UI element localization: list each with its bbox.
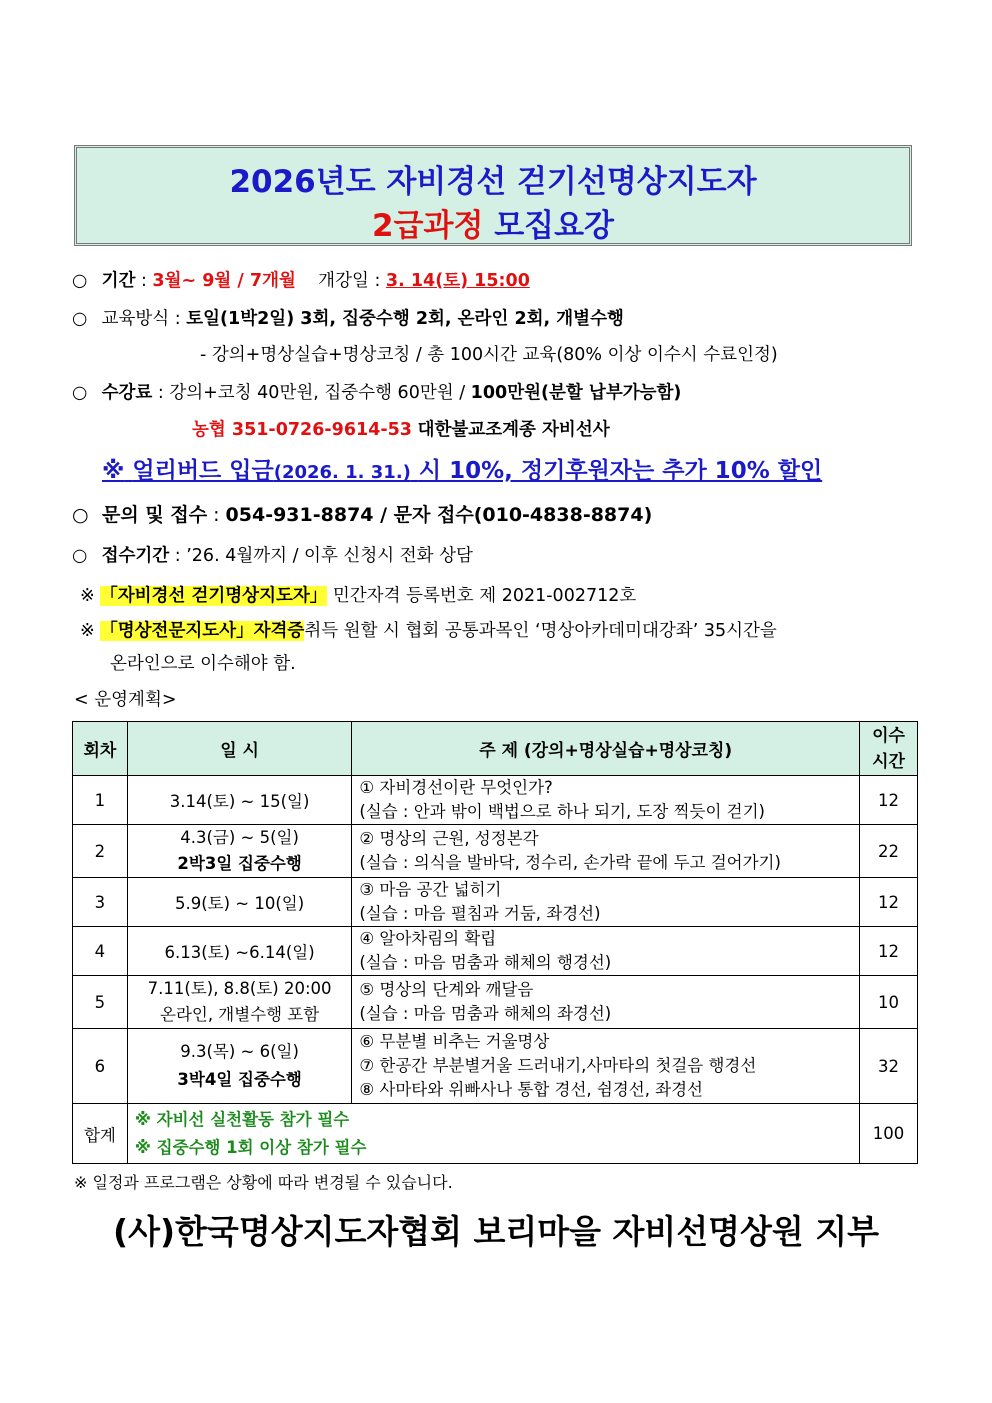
page-subtitle <box>77 200 909 245</box>
table-row <box>73 776 918 825</box>
cell-topic <box>352 1029 860 1104</box>
contact-label: 문의 및 접수 <box>102 504 208 526</box>
cell-hours: 10 <box>860 976 918 1029</box>
date-line: 7.11(토), 8.8(토) 20:00 <box>147 979 332 998</box>
circle-bullet-icon: ○ <box>72 504 89 526</box>
date-line: 4.3(금) ~ 5(일) <box>180 828 299 847</box>
contact-line: ○ 문의 및 접수 : 054-931-8874 / 문자 접수(010-4838-8874) <box>72 504 653 526</box>
period-label: 기간 <box>101 271 136 291</box>
title-box <box>74 145 912 246</box>
early-bird-main: 얼리버드 입금 <box>132 458 274 484</box>
table-row <box>73 825 918 878</box>
cell-date: 6.13(토) ~6.14(일) <box>127 927 351 976</box>
total-note: ※ 집중수행 1회 이상 참가 필수 <box>134 1137 367 1157</box>
cell-total-hours: 100 <box>860 1104 918 1164</box>
table-row <box>73 878 918 927</box>
early-bird-notice <box>102 452 822 485</box>
bank-holder: 대한불교조계종 자비선사 <box>417 420 610 440</box>
plan-heading: < 운영계획> <box>74 690 177 710</box>
header-date: 일 시 <box>127 722 351 776</box>
cell-round: 4 <box>73 927 128 976</box>
early-bird-date: (2026. 1. 31.) <box>273 462 411 483</box>
fee-value: 강의+코칭 40만원, 집중수행 60만원 / <box>169 383 471 403</box>
subtitle-recruit: 모집요강 <box>494 208 614 244</box>
cert2-highlight: 「명상전문지도사」자격증 <box>100 621 305 641</box>
topic-line: (실습 : 마음 펼침과 거둠, 좌경선) <box>359 904 601 923</box>
topic-line: ② 명상의 근원, 성정본각 <box>359 829 539 848</box>
topic-line: (실습 : 안과 밖이 백법으로 하나 되기, 도장 찍듯이 걷기) <box>359 802 765 821</box>
opening-label: 개강일 <box>318 271 369 291</box>
cell-topic <box>352 976 860 1029</box>
topic-line: ③ 마음 공간 넓히기 <box>359 880 502 899</box>
fee-label: 수강료 <box>101 383 153 403</box>
cert2-line <box>80 617 777 642</box>
organization-footer: (사)한국명상지도자협회 보리마을 자비선명상원 지부 <box>113 1212 879 1251</box>
method-label: 교육방식 <box>101 309 170 329</box>
cell-hours: 12 <box>860 776 918 825</box>
cell-date: 3.14(토) ~ 15(일) <box>127 776 351 825</box>
cell-date <box>127 976 351 1029</box>
cert1-highlight: 「자비경선 걷기명상지도자」 <box>100 586 328 606</box>
topic-line: ④ 알아차림의 확립 <box>359 929 497 948</box>
table-row <box>73 1029 918 1104</box>
date-line: 온라인, 개별수행 포함 <box>160 1005 320 1024</box>
fee-total: 100만원(분할 납부가능함) <box>470 383 682 403</box>
cert2-text: 취득 원할 시 협회 공통과목인 ‘명상아카데미대강좌’ 35시간을 <box>304 621 777 641</box>
cert1-text: 민간자격 등록번호 제 2021-002712호 <box>332 586 637 606</box>
reference-mark-icon: ※ <box>80 586 95 606</box>
cert2-text-cont: 온라인으로 이수해야 함. <box>110 654 296 674</box>
cell-round: 6 <box>73 1029 128 1104</box>
cell-round: 2 <box>73 825 128 878</box>
cell-hours: 32 <box>860 1029 918 1104</box>
header-topic: 주 제 (강의+명상실습+명상코칭) <box>352 722 860 776</box>
topic-line: (실습 : 마음 멈춤과 해체의 행경선) <box>359 953 612 972</box>
cell-topic <box>352 825 860 878</box>
cell-date <box>127 1029 351 1104</box>
table-total-row <box>73 1104 918 1164</box>
circle-bullet-icon: ○ <box>72 309 88 329</box>
apply-label: 접수기간 <box>101 546 170 566</box>
topic-line: ① 자비경선이란 무엇인가? <box>359 778 553 797</box>
cell-date: 5.9(토) ~ 10(일) <box>127 878 351 927</box>
circle-bullet-icon: ○ <box>72 546 88 566</box>
cell-topic <box>352 776 860 825</box>
plan-table <box>72 721 918 1164</box>
header-hours-2: 시간 <box>872 751 905 772</box>
topic-line: ⑥ 무분별 비추는 거울명상 <box>359 1032 550 1051</box>
cell-round: 5 <box>73 976 128 1029</box>
total-note: ※ 자비선 실천활동 참가 필수 <box>134 1109 350 1129</box>
schedule-change-note: ※ 일정과 프로그램은 상황에 따라 변경될 수 있습니다. <box>74 1173 453 1192</box>
topic-line: (실습 : 의식을 발바닥, 정수리, 손가락 끝에 두고 걸어가기) <box>359 853 781 872</box>
contact-value: 054-931-8874 / 문자 접수(010-4838-8874) <box>225 504 653 526</box>
topic-line: ⑤ 명상의 단계와 깨달음 <box>359 980 534 999</box>
cell-date <box>127 825 351 878</box>
subtitle-course: 2급과정 <box>371 208 484 244</box>
cell-topic <box>352 927 860 976</box>
date-line: 9.3(목) ~ 6(일) <box>180 1042 299 1061</box>
circle-bullet-icon: ○ <box>72 271 88 291</box>
header-round: 회차 <box>73 722 128 776</box>
method-line: ○ 교육방식 : 토일(1박2일) 3회, 집중수행 2회, 온라인 2회, 개별수행 <box>72 309 624 329</box>
period-value: 3월~ 9월 / 7개월 <box>152 271 296 291</box>
header-hours-1: 이수 <box>872 725 905 746</box>
reference-mark-icon: ※ <box>80 621 95 641</box>
opening-value: 3. 14(토) 15:00 <box>385 271 530 291</box>
cell-total-label: 합계 <box>73 1104 128 1164</box>
table-header-row <box>73 722 918 776</box>
method-detail: - 강의+명상실습+명상코칭 / 총 100시간 교육(80% 이상 이수시 수료인정) <box>200 345 778 365</box>
cell-round: 3 <box>73 878 128 927</box>
topic-line: ⑧ 사마타와 위빠사나 통합 경선, 쉼경선, 좌경선 <box>359 1080 703 1099</box>
header-hours <box>860 722 918 776</box>
reference-mark-icon: ※ <box>102 458 125 484</box>
method-value: 토일(1박2일) 3회, 집중수행 2회, 온라인 2회, 개별수행 <box>186 309 624 329</box>
cell-hours: 22 <box>860 825 918 878</box>
apply-value: ’26. 4월까지 / 이후 신청시 전화 상담 <box>186 546 473 566</box>
cert1-line <box>80 582 636 607</box>
fee-line: ○ 수강료 : 강의+코칭 40만원, 집중수행 60만원 / 100만원(분할 납부가능함) <box>72 383 682 403</box>
table-row <box>73 927 918 976</box>
circle-bullet-icon: ○ <box>72 383 88 403</box>
period-line: ○ 기간 : 3월~ 9월 / 7개월 개강일 : 3. 14(토) 15:00 <box>72 271 530 291</box>
date-line-bold: 3박4일 집중수행 <box>177 1070 302 1089</box>
cell-round: 1 <box>73 776 128 825</box>
bank-line <box>192 416 610 441</box>
apply-line: ○ 접수기간 : ’26. 4월까지 / 이후 신청시 전화 상담 <box>72 546 473 566</box>
table-row <box>73 976 918 1029</box>
date-line-bold: 2박3일 집중수행 <box>177 854 302 873</box>
topic-line: (실습 : 마음 멈춤과 해체의 좌경선) <box>359 1004 612 1023</box>
bank-account: 농협 351-0726-9614-53 <box>192 420 412 440</box>
cell-total-notes <box>127 1104 859 1164</box>
cell-hours: 12 <box>860 927 918 976</box>
cell-topic <box>352 878 860 927</box>
page-title: 2026년도 자비경선 걷기선명상지도자 <box>229 164 757 200</box>
early-bird-rest: 시 10%, 정기후원자는 추가 10% 할인 <box>418 458 823 484</box>
topic-line: ⑦ 한공간 부분별거울 드러내기,사마타의 첫걸음 행경선 <box>359 1056 757 1075</box>
cell-hours: 12 <box>860 878 918 927</box>
